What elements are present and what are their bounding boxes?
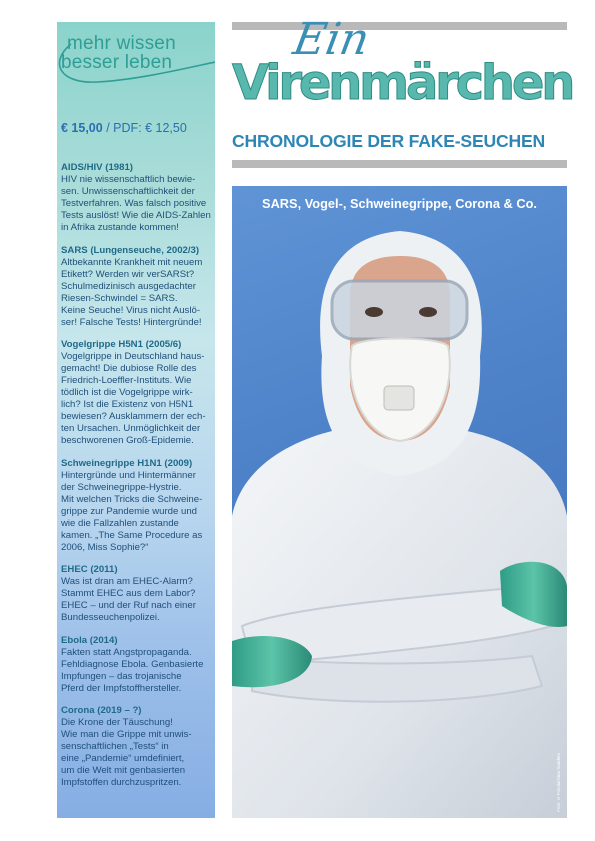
sidebar-panel xyxy=(57,22,215,818)
topic-block xyxy=(61,635,213,695)
page-title: Virenmärchen xyxy=(232,55,573,111)
topic-text-line: lich? Ist die Existenz von H5N1 xyxy=(61,399,194,410)
hazmat-person-illustration xyxy=(232,186,567,818)
topic-text-line: Die Krone der Täuschung! xyxy=(61,717,173,728)
topic-text-line: kamen. „The Same Procedure as xyxy=(61,529,203,541)
logo-line1: mehr wissen xyxy=(67,33,176,54)
topic-text-line: Riesen-Schwindel = SARS. xyxy=(61,292,178,304)
topic-title: EHEC (2011) xyxy=(61,564,118,575)
topic-title: SARS (Lungenseuche, 2002/3) xyxy=(61,244,200,256)
topic-text-line: wie die Fallzahlen zustande xyxy=(61,517,179,529)
topic-text-line: Stammt EHEC aus dem Labor? xyxy=(61,588,196,599)
photo-caption: SARS, Vogel-, Schweinegrippe, Corona & Co. xyxy=(262,196,537,211)
topic-text-line: Etikett? Werden wir verSARSt? xyxy=(61,268,195,280)
topic-block xyxy=(61,705,213,789)
topic-list xyxy=(61,162,213,800)
header-bar-top xyxy=(232,22,567,30)
topic-block xyxy=(61,564,213,624)
topic-text-line: beschworenen Groß-Epidemie. xyxy=(61,435,194,446)
topic-block xyxy=(61,339,213,447)
topic-text-line: bewiesen? Ausklammern der ech- xyxy=(61,411,206,422)
topic-title: Ebola (2014) xyxy=(61,634,118,646)
topic-text-line: Pferd der Impfstoffhersteller. xyxy=(61,682,182,694)
topic-text-line: HIV nie wissenschaftlich bewie- xyxy=(61,174,196,185)
topic-text-line: Friedrich-Loeffler-Instituts. Wie xyxy=(61,375,192,386)
topic-text-line: Mit welchen Tricks die Schweine- xyxy=(61,493,203,505)
topic-text-line: Impfstoffen durchzuspritzen. xyxy=(61,777,182,788)
topic-text-line: um die Welt mit genbasierten xyxy=(61,765,186,776)
photo-credit: Foto: ©Fotolia/Gina Sanders xyxy=(556,753,561,812)
topic-text-line: Tests auslöst! Wie die AIDS-Zahlen xyxy=(61,210,211,221)
topic-text-line: Altbekannte Krankheit mit neuem xyxy=(61,256,203,268)
topic-text-line: der Schweinegrippe-Hystrie. xyxy=(61,481,182,493)
topic-text-line: tödlich ist die Vogelgrippe wirk- xyxy=(61,387,193,398)
topic-text-line: Impfungen – das trojanische xyxy=(61,670,182,682)
topic-text-line: Testverfahren. Was falsch positive xyxy=(61,198,207,209)
topic-text-line: ser! Falsche Tests! Hintergründe! xyxy=(61,316,202,328)
topic-block xyxy=(61,162,213,234)
topic-text-line: Schulmedizinisch ausgedachter xyxy=(61,280,196,292)
topic-block xyxy=(61,245,213,329)
topic-text-line: EHEC – und der Ruf nach einer xyxy=(61,600,196,611)
topic-text-line: Keine Seuche! Virus nicht Auslö- xyxy=(61,304,201,316)
topic-text-line: ten Ursachen. Unmöglichkeit der xyxy=(61,423,201,434)
topic-title: AIDS/HIV (1981) xyxy=(61,162,133,173)
topic-text-line: Hintergründe und Hintermänner xyxy=(61,469,196,481)
topic-block xyxy=(61,458,213,554)
topic-text-line: in Afrika zustande kommen! xyxy=(61,222,179,233)
topic-title: Corona (2019 – ?) xyxy=(61,705,142,716)
topic-title: Schweinegrippe H1N1 (2009) xyxy=(61,457,193,469)
topic-text-line: Vogelgrippe in Deutschland haus- xyxy=(61,351,205,362)
topic-text-line: Was ist dran am EHEC-Alarm? xyxy=(61,576,193,587)
price-print: € 15,00 xyxy=(61,121,103,135)
topic-text-line: gemacht! Die dubiose Rolle des xyxy=(61,363,197,374)
topic-text-line: grippe zur Pandemie wurde und xyxy=(61,505,197,517)
title-ein: Ein xyxy=(289,14,374,65)
topic-text-line: Wie man die Grippe mit unwis- xyxy=(61,729,192,740)
header-bar-bottom xyxy=(232,160,567,168)
topic-text-line: sen. Unwissenschaftlichkeit der xyxy=(61,186,195,197)
price xyxy=(61,121,187,135)
price-pdf: / PDF: € 12,50 xyxy=(102,121,187,135)
topic-text-line: 2006, Miss Sophie?“ xyxy=(61,541,149,553)
topic-text-line: Fehldiagnose Ebola. Genbasierte xyxy=(61,658,204,670)
cover-photo xyxy=(232,186,567,818)
topic-text-line: senschaftlichen „Tests“ in xyxy=(61,741,169,752)
logo-line2: besser leben xyxy=(61,52,173,73)
topic-text-line: Fakten statt Angstpropaganda. xyxy=(61,646,192,658)
topic-text-line: Bundesseuchenpolizei. xyxy=(61,612,160,623)
logo xyxy=(57,22,215,112)
topic-text-line: eine „Pandemie“ umdefiniert, xyxy=(61,753,185,764)
page-subtitle: CHRONOLOGIE DER FAKE-SEUCHEN xyxy=(232,131,546,151)
topic-title: Vogelgrippe H5N1 (2005/6) xyxy=(61,339,182,350)
